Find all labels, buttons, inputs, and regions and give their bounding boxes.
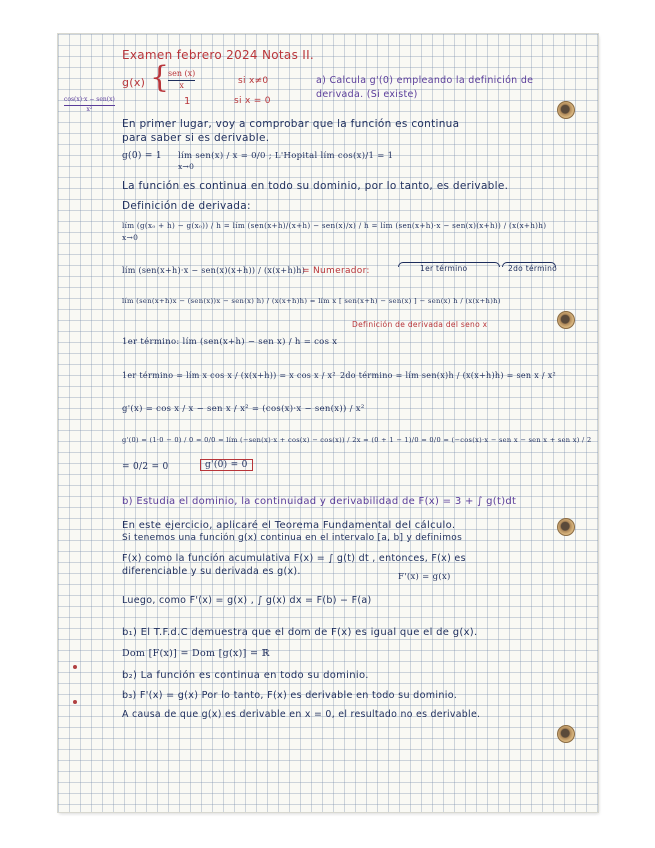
text-line: diferenciable y su derivada es g(x). [122, 566, 301, 577]
text-line: En este ejercicio, aplicaré el Teorema Fundamental del cálculo. [122, 520, 456, 531]
term2-eval: 2do término = lím sen(x)h / (x(x+h)h) = sen x / x² [340, 371, 557, 380]
b1-line: b₁) El T.F.d.C demuestra que el dom de F(x) es igual que el de g(x). [122, 627, 478, 638]
definition-title: Definición de derivada: [122, 200, 251, 212]
g-prime-at-zero: g'(0) = (1·0 − 0) / 0 = 0/0 = lím (−sen(x)·x + cos(x) − cos(x)) / 2x = (0 + 1 − 1)/0 = 0/0 = (−cos(x)·x − sen x − sen x + sen x) / 2 [122, 436, 592, 444]
limit-subscript: x→0 [122, 233, 139, 242]
text-line: En primer lugar, voy a comprobar que la función es continua [122, 118, 460, 130]
page-title: Examen febrero 2024 Notas II. [122, 48, 315, 62]
margin-note-den: x² [86, 105, 93, 113]
margin-note [64, 97, 115, 113]
b2-line: b₂) La función es continua en todo su dominio. [122, 670, 369, 681]
piece1-fraction [168, 70, 195, 91]
binder-hole-4 [557, 725, 575, 743]
result-box [200, 460, 253, 470]
binder-hole-3 [557, 518, 575, 536]
g0-value: g(0) = 1 [122, 151, 162, 161]
piece2-condition: si x = 0 [234, 96, 271, 106]
limit-line: lím sen(x) / x = 0/0 ; L'Hopital lím cos(x)/1 = 1 [178, 151, 394, 161]
term2-label: 2do término [508, 264, 558, 273]
part-b-statement: b) Estudia el dominio, la continuidad y derivabilidad de F(x) = 3 + ∫ g(t)dt [122, 496, 517, 507]
text-line: Si tenemos una función g(x) continua en el intervalo [a, b] y definimos [122, 533, 463, 543]
piece2-value: 1 [184, 96, 191, 107]
continuity-line: La función es continua en todo su dominio, por lo tanto, es derivable. [122, 180, 509, 192]
term1-label: 1er término [420, 264, 468, 273]
g-prime-expression: g'(x) = cos x / x − sen x / x² = (cos(x)·x − sen(x)) / x² [122, 404, 365, 414]
margin-note-num: cos(x)·x − sen(x) [64, 96, 115, 103]
derivative-definition-2: lím (sen(x+h)·x − sen(x)(x+h)) / (x(x+h)h) [122, 266, 306, 275]
text-line: F(x) como la función acumulativa F(x) = ∫ g(t) dt , entonces, F(x) es [122, 553, 466, 564]
derivative-definition-3: lím (sen(x+h)x − (sen(x))x − sen(x) h) / (x(x+h)h) = lím x [ sen(x+h) − sen(x) ] − sen(x) h / (x(x+h)h) [122, 297, 501, 305]
definition-note: Definición de derivada del seno x [352, 320, 488, 329]
term1-result: 1er término: lím (sen(x+h) − sen x) / h = cos x [122, 337, 338, 347]
binder-hole-1 [557, 101, 575, 119]
result-boxed-value: g'(0) = 0 [200, 459, 253, 471]
piece1-numerator: sen (x) [168, 69, 196, 78]
domain-equation: Dom [F(x)] = Dom [g(x)] = ℝ [122, 648, 270, 659]
term1-eval: 1er término = lím x cos x / (x(x+h)) = x cos x / x² [122, 371, 336, 380]
binder-hole-2 [557, 311, 575, 329]
b4-line: A causa de que g(x) es derivable en x = 0, el resultado no es derivable. [122, 709, 481, 720]
g-lhs: g(x) [122, 76, 146, 89]
b3-line: b₃) F'(x) = g(x) Por lo tanto, F(x) es derivable en todo su dominio. [122, 690, 458, 701]
text-line: para saber si es derivable. [122, 132, 270, 144]
piecewise-brace: { [150, 60, 170, 95]
piece1-condition: si x≠0 [238, 76, 269, 86]
piece1-denominator: x [179, 80, 184, 90]
margin-dot [73, 665, 77, 669]
numerator-label: = Numerador: [302, 266, 370, 276]
part-a-statement: a) Calcula g'(0) empleando la definición de derivada. (Si existe) [316, 75, 534, 100]
derivative-definition-1: lím (g(x₀ + h) − g(x₀)) / h = lím (sen(x+h)/(x+h) − sen(x)/x) / h = lím (sen(x+h)·x − sen(x)(x+h)) / (x(x+h)h) [122, 221, 547, 230]
limit-subscript: x→0 [178, 162, 195, 171]
text-line: Luego, como F'(x) = g(x) , ∫ g(x) dx = F(b) − F(a) [122, 595, 372, 606]
ftc-statement: F'(x) = g(x) [398, 572, 451, 582]
margin-dot [73, 700, 77, 704]
result-line: = 0/2 = 0 [122, 462, 169, 472]
